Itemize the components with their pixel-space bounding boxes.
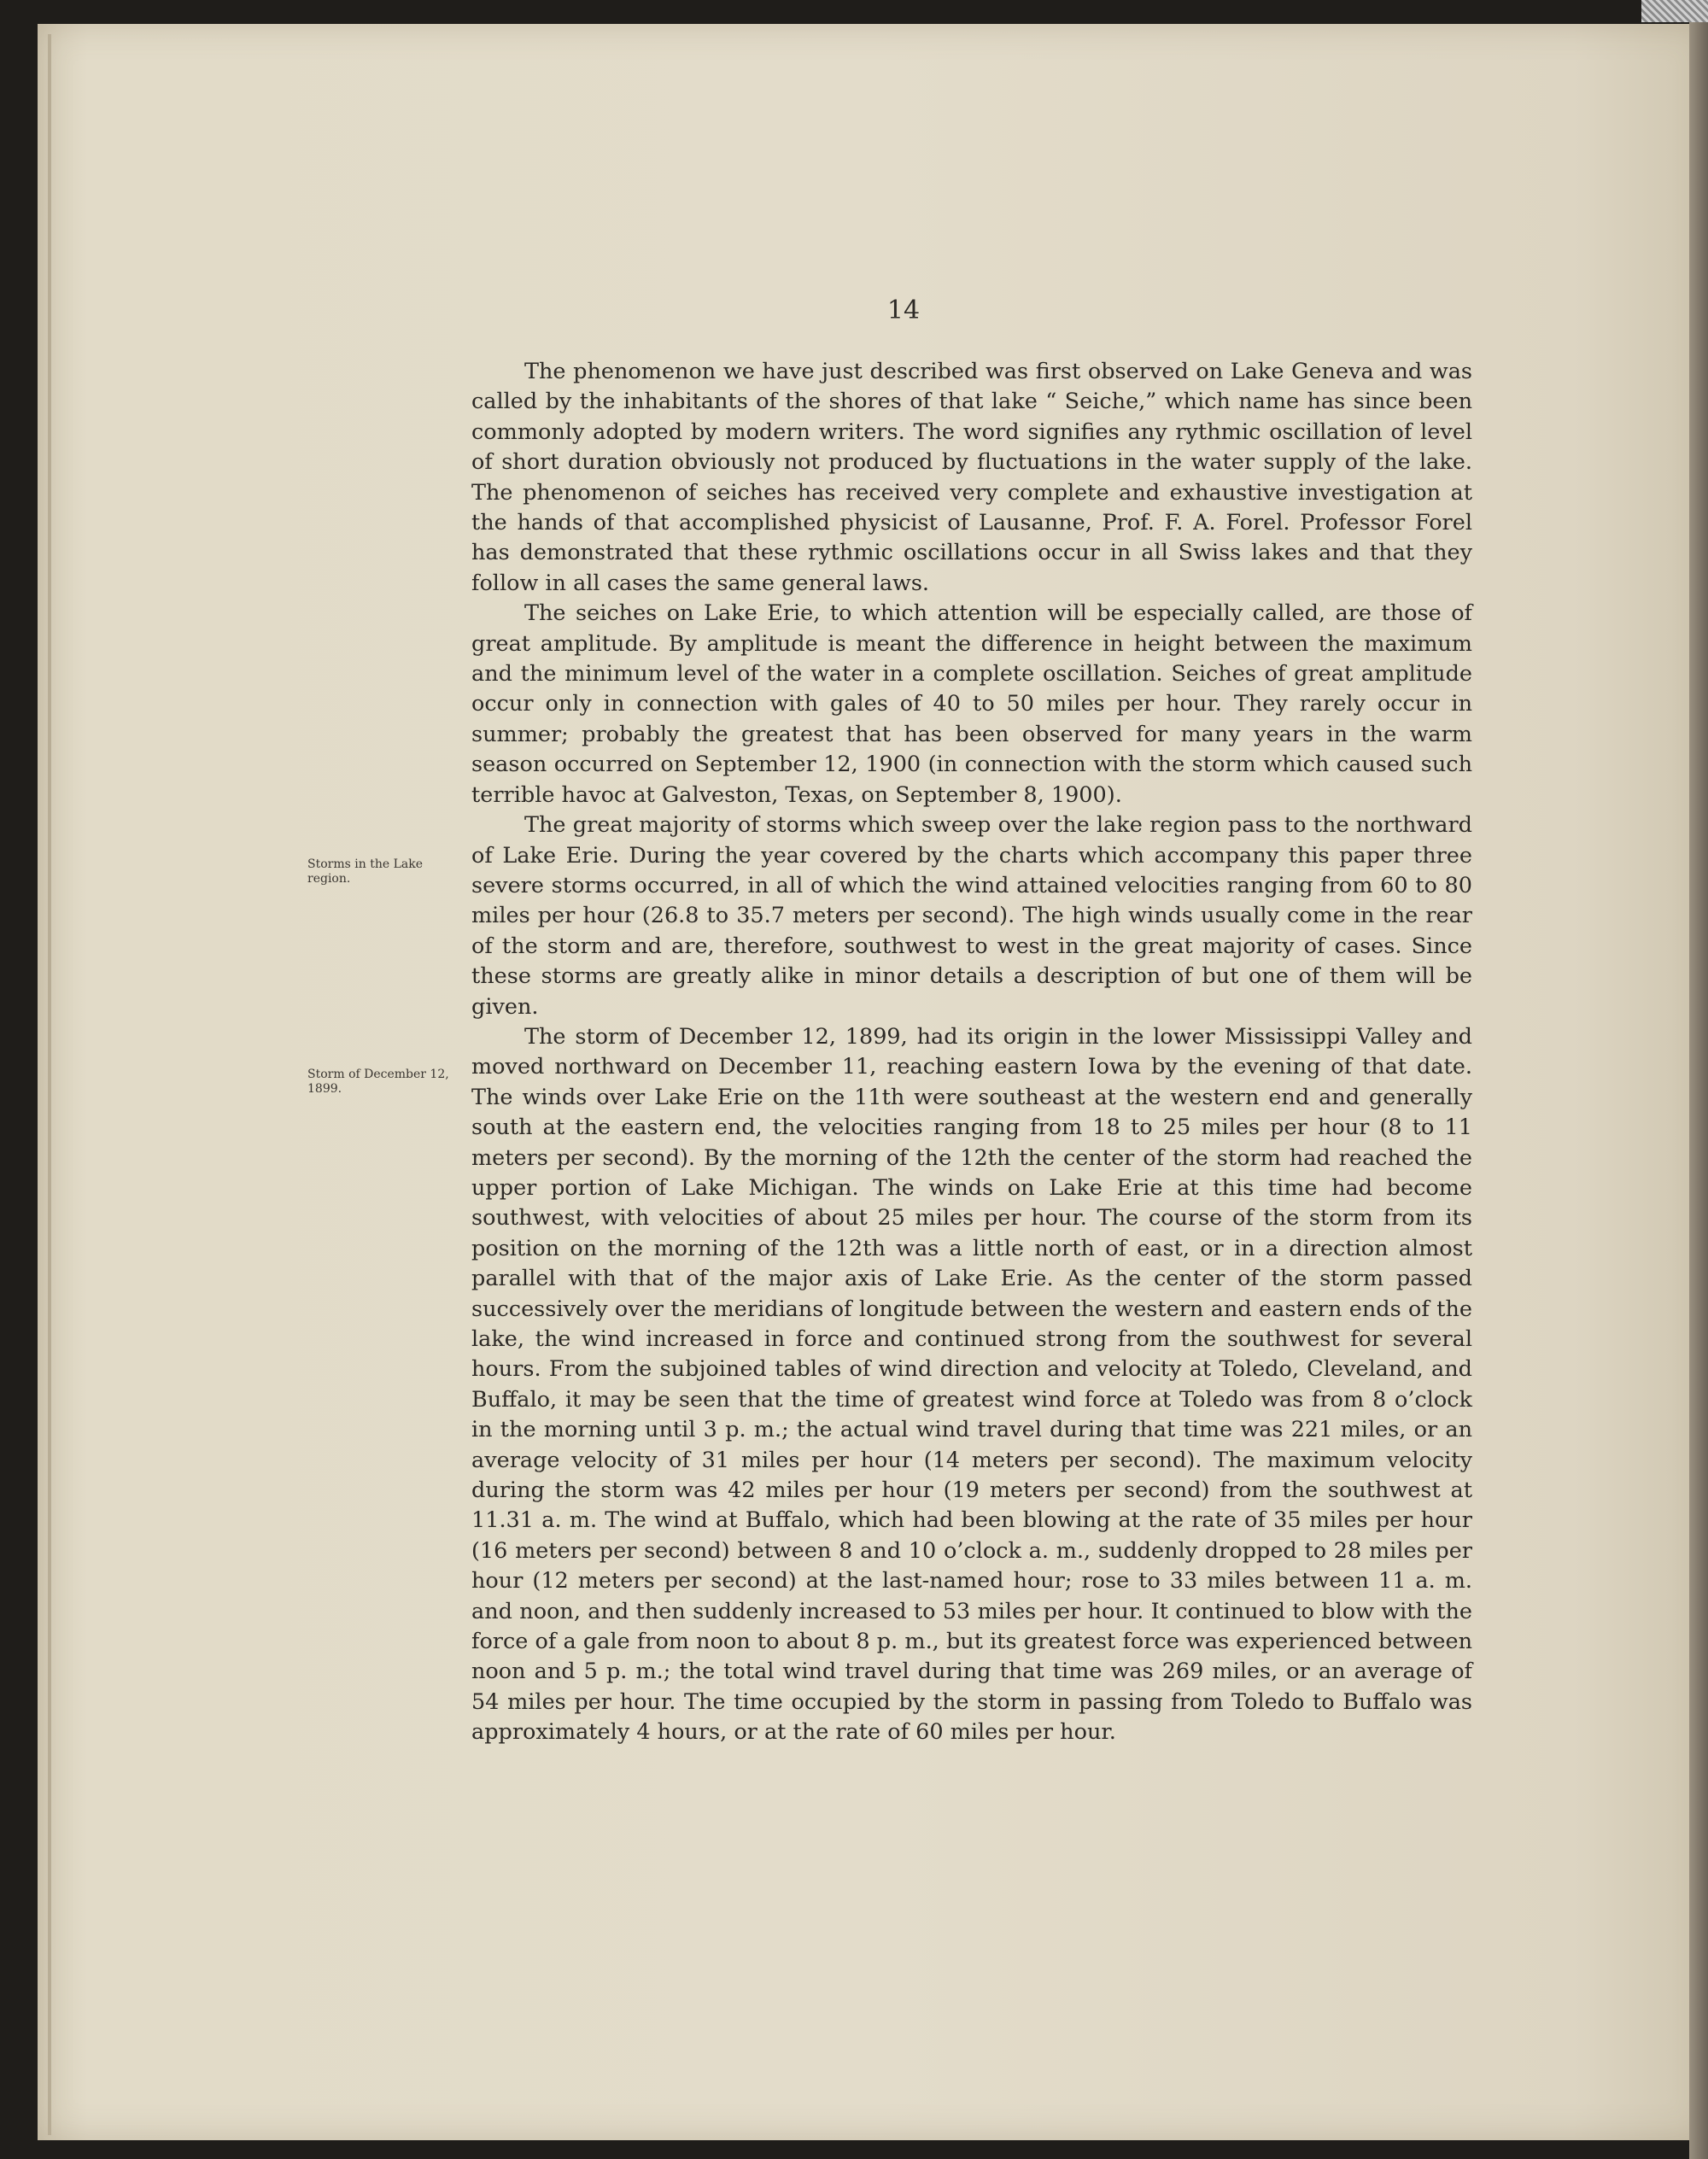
- paragraph-seiche-origin: The phenomenon we have just described was first observed on Lake Geneva and was called by the inhabitants of the shores of that lake “ Seiche,” which name has since been commonly adopted by modern writers. The word signifies any rythmic oscillation of level of short duration obviously not produced by fluctuations in the water supply of the lake. The phenomenon of seiches has received very complete and exhaustive investigation at the hands of that accomplished physicist of Lausanne, Prof. F. A. Forel. Professor Forel has demonstrated that these rythmic oscillations occur in all Swiss lakes and that they follow in all cases the same general laws.: [471, 359, 1472, 596]
- paragraph-seiche-amplitude: The seiches on Lake Erie, to which attention will be especially called, are those of great amplitude. By amplitude is meant the difference in height between the maximum and the minimum level of the water in a complete oscillation. Seiches of great amplitude occur only in connection with gales of 40 to 50 miles per hour. They rarely occur in summer; probably the greatest that has been observed for many years in the warm season occurred on September 12, 1900 (in connection with the storm which caused such terrible havoc at Galveston, Texas, on September 8, 1900).: [471, 600, 1472, 808]
- margin-note-storm-december: Storm of December 12, 1899.: [307, 1068, 449, 1096]
- body-text: [471, 357, 1472, 1748]
- book-binding-edge: [1689, 0, 1708, 2159]
- paragraph-lake-storms: The great majority of storms which sweep over the lake region pass to the northward of Lake Erie. During the year covered by the charts which accompany this paper three severe storms occurred, in all of which the wind attained velocities ranging from 60 to 80 miles per hour (26.8 to 35.7 meters per second). The high winds usually come in the rear of the storm and are, therefore, southwest to west in the great majority of cases. Since these storms are greatly alike in minor details a description of but one of them will be given.: [471, 812, 1472, 1020]
- paragraph-december-storm: The storm of December 12, 1899, had its origin in the lower Mississippi Valley and moved northward on December 11, reaching eastern Iowa by the evening of that date. The winds over Lake Erie on the 11th were southeast at the western end and generally south at the eastern end, the velocities ranging from 18 to 25 miles per hour (8 to 11 meters per second). By the morning of the 12th the center of the storm had reached the upper portion of Lake Michigan. The winds on Lake Erie at this time had become southwest, with velocities of about 25 miles per hour. The course of the storm from its position on the morning of the 12th was a little north of east, or in a direction almost parallel with that of the major axis of Lake Erie. As the center of the storm passed successively over the meridians of longitude between the western and eastern ends of the lake, the wind increased in force and continued strong from the southwest for several hours. From the subjoined tables of wind direction and velocity at Toledo, Cleveland, and Buffalo, it may be seen that the time of greatest wind force at Toledo was from 8 o’clock in the morning until 3 p. m.; the actual wind travel during that time was 221 miles, or an average velocity of 31 miles per hour (14 meters per second). The maximum velocity during the storm was 42 miles per hour (19 meters per second) from the southwest at 11.31 a. m. The wind at Buffalo, which had been blowing at the rate of 35 miles per hour (16 meters per second) between 8 and 10 o’clock a. m., suddenly dropped to 28 miles per hour (12 meters per second) at the last-named hour; rose to 33 miles between 11 a. m. and noon, and then suddenly increased to 53 miles per hour. It continued to blow with the force of a gale from noon to about 8 p. m., but its greatest force was experienced between noon and 5 p. m.; the total wind travel during that time was 269 miles, or an average of 54 miles per hour. The time occupied by the storm in passing from Toledo to Buffalo was approximately 4 hours, or at the rate of 60 miles per hour.: [471, 1023, 1472, 1746]
- scan-corner-marker: [1641, 0, 1708, 22]
- page-number: 14: [886, 295, 921, 325]
- margin-note-storms-lake-region: Storms in the Lake region.: [307, 857, 423, 886]
- page-edge-line: [48, 34, 51, 2135]
